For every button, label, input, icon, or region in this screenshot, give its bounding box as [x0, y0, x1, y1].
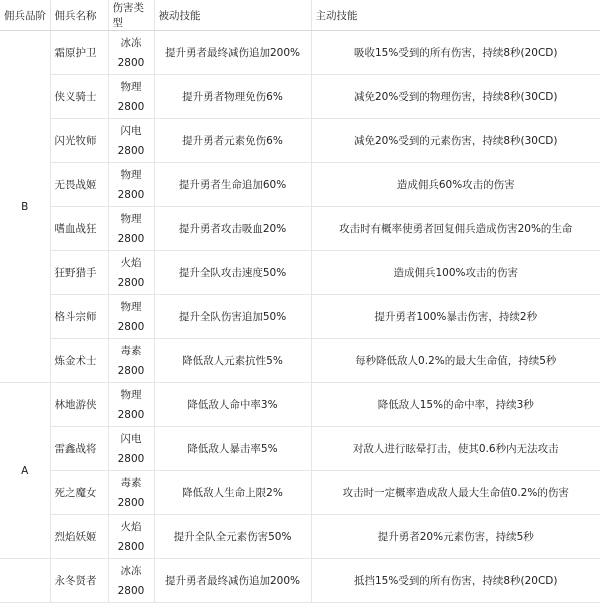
- active-skill: 抵挡15%受到的所有伤害，持续8秒(20CD): [311, 559, 600, 603]
- active-skill: 吸收15%受到的所有伤害，持续8秒(20CD): [311, 31, 600, 75]
- active-skill: 提升勇者100%暴击伤害，持续2秒: [311, 295, 600, 339]
- passive-skill: 提升全队全元素伤害50%: [154, 515, 311, 559]
- damage-type: 火焰: [120, 520, 142, 533]
- damage-type: 冰冻: [120, 36, 142, 49]
- damage-value: 2800: [117, 100, 145, 113]
- table-row: [0, 295, 600, 339]
- header-row: [0, 0, 600, 31]
- passive-skill: 提升勇者最终减伤追加200%: [154, 559, 311, 603]
- damage-value: 2800: [117, 540, 145, 553]
- damage-cell: [108, 559, 154, 603]
- active-skill: 攻击时有概率使勇者回复佣兵造成伤害20%的生命: [311, 207, 600, 251]
- table-row: [0, 427, 600, 471]
- damage-cell: [108, 119, 154, 163]
- active-skill: 每秒降低敌人0.2%的最大生命值，持续5秒: [311, 339, 600, 383]
- mercenary-name: 侠义骑士: [50, 75, 108, 119]
- mercenary-name: 格斗宗师: [50, 295, 108, 339]
- table-row: [0, 339, 600, 383]
- mercenary-name: 炼金术士: [50, 339, 108, 383]
- header-active-skill: 主动技能: [311, 0, 600, 31]
- damage-type: 物理: [120, 80, 142, 93]
- passive-skill: 降低敌人元素抗性5%: [154, 339, 311, 383]
- mercenary-name: 狂野猎手: [50, 251, 108, 295]
- damage-value: 2800: [117, 276, 145, 289]
- damage-cell: [108, 339, 154, 383]
- damage-cell: [108, 515, 154, 559]
- damage-type: 毒素: [120, 476, 142, 489]
- passive-skill: 提升勇者攻击吸血20%: [154, 207, 311, 251]
- damage-value: 2800: [117, 496, 145, 509]
- damage-value: 2800: [117, 452, 145, 465]
- header-name: 佣兵名称: [50, 0, 108, 31]
- damage-cell: [108, 251, 154, 295]
- passive-skill: 降低敌人生命上限2%: [154, 471, 311, 515]
- table-row: [0, 251, 600, 295]
- damage-value: 2800: [117, 232, 145, 245]
- header-tier: 佣兵品阶: [0, 0, 50, 31]
- damage-cell: [108, 31, 154, 75]
- active-skill: 攻击时一定概率造成敌人最大生命值0.2%的伤害: [311, 471, 600, 515]
- passive-skill: 提升全队攻击速度50%: [154, 251, 311, 295]
- table-row: [0, 559, 600, 603]
- mercenary-name: 无畏战姬: [50, 163, 108, 207]
- damage-cell: [108, 383, 154, 427]
- damage-type: 物理: [120, 388, 142, 401]
- damage-value: 2800: [117, 320, 145, 333]
- table-row: [0, 119, 600, 163]
- table-row: [0, 163, 600, 207]
- passive-skill: 提升勇者物理免伤6%: [154, 75, 311, 119]
- table-row: [0, 75, 600, 119]
- active-skill: 对敌人进行眩晕打击，使其0.6秒内无法攻击: [311, 427, 600, 471]
- mercenary-name: 雷鑫战将: [50, 427, 108, 471]
- tier-cell: B: [0, 31, 50, 383]
- passive-skill: 降低敌人暴击率5%: [154, 427, 311, 471]
- active-skill: 减免20%受到的元素伤害，持续8秒(30CD): [311, 119, 600, 163]
- mercenary-name: 闪光牧师: [50, 119, 108, 163]
- passive-skill: 降低敌人命中率3%: [154, 383, 311, 427]
- header-damage-type: 伤害类型: [108, 0, 154, 31]
- damage-value: 2800: [117, 56, 145, 69]
- active-skill: 造成佣兵100%攻击的伤害: [311, 251, 600, 295]
- passive-skill: 提升全队伤害追加50%: [154, 295, 311, 339]
- damage-type: 火焰: [120, 256, 142, 269]
- damage-value: 2800: [117, 364, 145, 377]
- damage-cell: [108, 471, 154, 515]
- mercenary-name: 永冬贤者: [50, 559, 108, 603]
- damage-value: 2800: [117, 188, 145, 201]
- mercenary-name: 死之魔女: [50, 471, 108, 515]
- damage-value: 2800: [117, 584, 145, 597]
- damage-value: 2800: [117, 408, 145, 421]
- tier-cell: [0, 559, 50, 603]
- active-skill: 降低敌人15%的命中率，持续3秒: [311, 383, 600, 427]
- table-row: [0, 207, 600, 251]
- passive-skill: 提升勇者生命追加60%: [154, 163, 311, 207]
- header-passive-skill: 被动技能: [154, 0, 311, 31]
- passive-skill: 提升勇者元素免伤6%: [154, 119, 311, 163]
- table-body: [0, 31, 600, 603]
- damage-cell: [108, 427, 154, 471]
- damage-type: 毒素: [120, 344, 142, 357]
- active-skill: 提升勇者20%元素伤害，持续5秒: [311, 515, 600, 559]
- mercenary-name: 霜原护卫: [50, 31, 108, 75]
- table-row: [0, 515, 600, 559]
- active-skill: 造成佣兵60%攻击的伤害: [311, 163, 600, 207]
- damage-type: 冰冻: [120, 564, 142, 577]
- damage-type: 物理: [120, 300, 142, 313]
- damage-type: 物理: [120, 212, 142, 225]
- passive-skill: 提升勇者最终减伤追加200%: [154, 31, 311, 75]
- mercenary-name: 烈焰妖姬: [50, 515, 108, 559]
- damage-cell: [108, 75, 154, 119]
- damage-type: 闪电: [120, 432, 142, 445]
- mercenary-name: 林地游侠: [50, 383, 108, 427]
- damage-type: 闪电: [120, 124, 142, 137]
- damage-cell: [108, 163, 154, 207]
- damage-type: 物理: [120, 168, 142, 181]
- mercenary-name: 嗜血战狂: [50, 207, 108, 251]
- damage-cell: [108, 207, 154, 251]
- table-row: [0, 31, 600, 75]
- active-skill: 减免20%受到的物理伤害，持续8秒(30CD): [311, 75, 600, 119]
- table-row: [0, 471, 600, 515]
- tier-cell: A: [0, 383, 50, 559]
- table-row: [0, 383, 600, 427]
- damage-cell: [108, 295, 154, 339]
- damage-value: 2800: [117, 144, 145, 157]
